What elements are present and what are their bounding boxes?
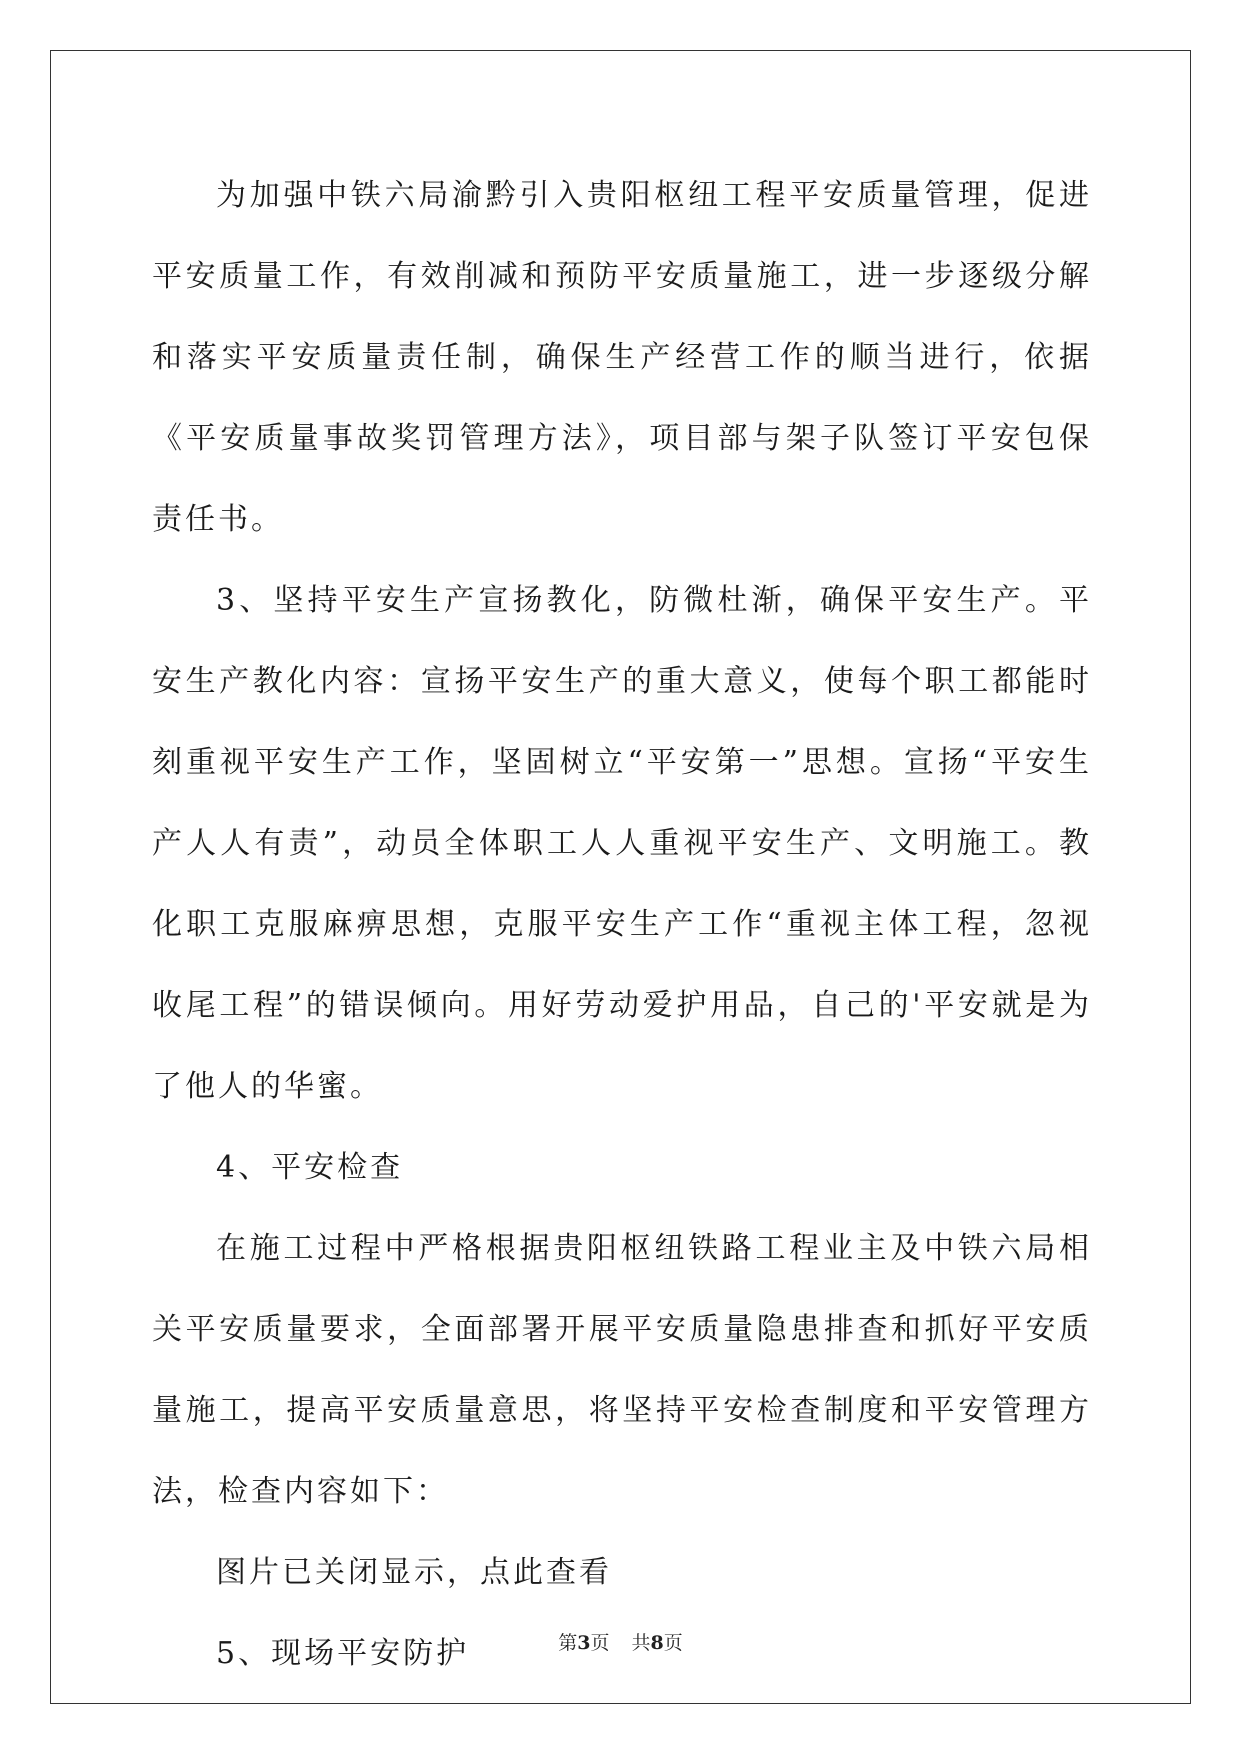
paragraph-safety-education: 3、坚持平安生产宣扬教化，防微杜渐，确保平安生产。平安生产教化内容：宣扬平安生产的重大意义，使每个职工都能时刻重视平安生产工作，坚固树立“平安第一”思想。宣扬“平安生产人人有责”，动员全体职工人人重视平安生产、文明施工。教化职工克服麻痹思想，克服平安生产工作“重视主体工程，忽视收尾工程”的错误倾向。用好劳动爱护用品，自己的'平安就是为了他人的华蜜。	[152, 583, 1092, 1104]
page-footer	[0, 1628, 1241, 1655]
document-body	[152, 155, 1092, 1694]
heading-site-protection: 5、现场平安防护	[216, 1636, 470, 1671]
footer-total-pages: 8	[650, 1632, 664, 1654]
footer-page-number: 3	[577, 1632, 591, 1654]
footer-prefix: 第	[558, 1632, 578, 1654]
footer-page-suffix: 页	[590, 1632, 610, 1654]
footer-total-suffix: 页	[663, 1632, 683, 1654]
paragraph-inspection: 在施工过程中严格根据贵阳枢纽铁路工程业主及中铁六局相关平安质量要求，全面部署开展平安质量隐患排查和抓好平安质量施工，提高平安质量意思，将坚持平安检查制度和平安管理方法，检查内容如下：	[152, 1231, 1092, 1509]
image-hidden-link[interactable]: 图片已关闭显示，点此查看	[216, 1555, 612, 1590]
heading-safety-inspection: 4、平安检查	[216, 1150, 404, 1185]
paragraph-intro: 为加强中铁六局渝黔引入贵阳枢纽工程平安质量管理，促进平安质量工作，有效削减和预防平安质量施工，进一步逐级分解和落实平安质量责任制，确保生产经营工作的顺当进行，依据《平安质量事故奖罚管理方法》，项目部与架子队签订平安包保责任书。	[152, 178, 1092, 537]
footer-total-prefix: 共	[631, 1632, 651, 1654]
